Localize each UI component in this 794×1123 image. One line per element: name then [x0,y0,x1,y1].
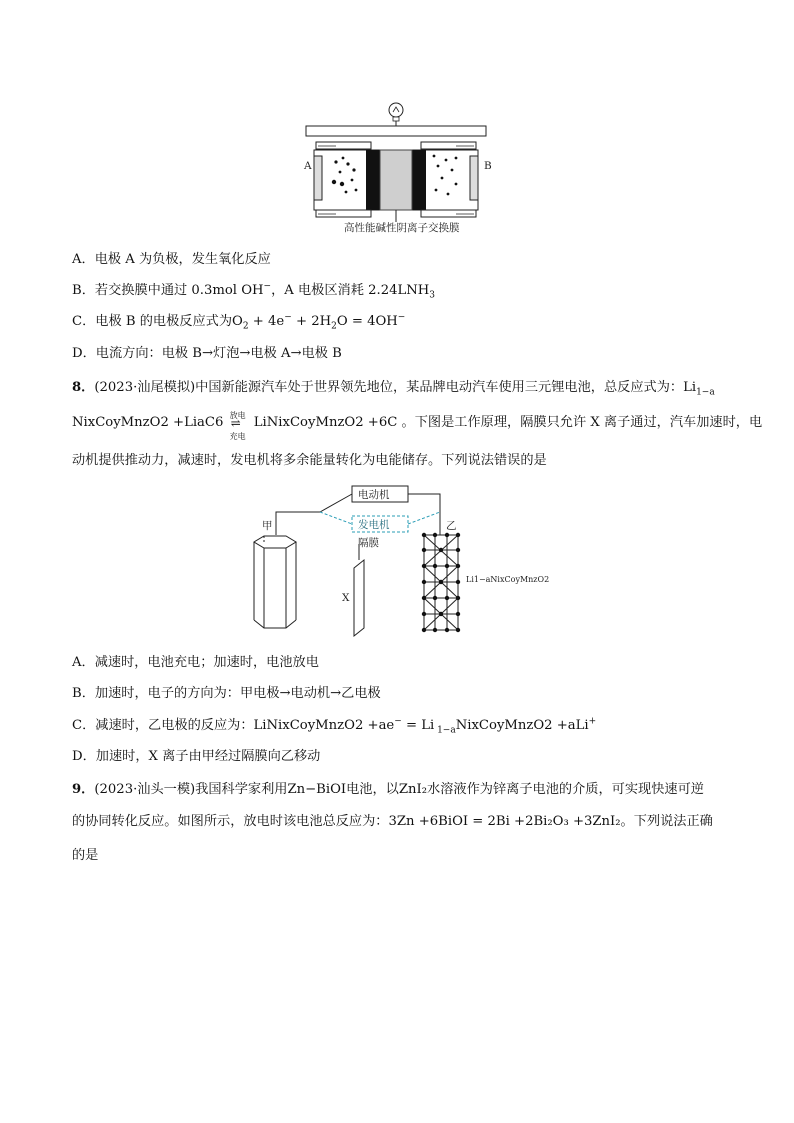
figure-lithium-battery [240,480,570,640]
figure-cell-diagram [296,100,496,240]
label-a: A [304,160,312,172]
q8-stem-line1: 8．(2023·汕尾模拟)中国新能源汽车处于世界领先地位，某品牌电动汽车使用三元锂电池，总反应式为：$Li_{1-a}$ [72,380,715,398]
label-b: B [484,160,492,172]
q8-number: 8． [72,380,95,395]
q7-option-a: A．电极 A 为负极，发生氧化反应 [72,252,271,267]
q8-option-c: C．减速时，乙电极的反应为：LiNixCoyMnzO2 +ae− = Li $_{1-a}$NixCoyMnzO2 +aLi+ [72,716,597,736]
generator-label: 发电机 [358,519,390,531]
motor-label: 电动机 [358,489,390,501]
q8-option-d: D．加速时，X 离子由甲经过隔膜向乙移动 [72,749,321,764]
x-ion-label: X [342,592,350,604]
q9-stem-line3: 的是 [72,848,99,863]
cathode-formula: Li1−aNixCoyMnzO2 [466,575,550,584]
q8-option-b: B．加速时，电子的方向为：甲电极→电动机→乙电极 [72,686,381,701]
q8-stem-line2: NixCoyMnzO2 +LiaC6 放电 ⇌ 充电 LiNixCoyMnzO2 +6C 。下图是工作原理，隔膜只允许 X 离子通过，汽车加速时，电 [72,410,763,441]
electrode-jia [254,536,296,628]
q8-option-a: A．减速时，电池充电；加速时，电池放电 [72,655,319,670]
battery-diagram-svg [240,480,570,640]
q7-option-d: D．电流方向：电极 B→灯泡→电极 A→电极 B [72,346,342,361]
q9-stem-line1: 9．(2023·汕头一模)我国科学家利用Zn−BiOI电池，以ZnI₂水溶液作为锌离子电池的介质，可实现快速可逆 [72,782,704,797]
q9-number: 9． [72,782,95,797]
figure1-caption: 高性能碱性阴离子交换膜 [344,222,460,234]
q7-option-b: B．若交换膜中通过 0.3mol OH−，A 电极区消耗 $2.24LNH_3$ [72,281,436,301]
q8-stem-line3: 动机提供推动力，减速时，发电机将多余能量转化为电能储存。下列说法错误的是 [72,453,547,468]
yi-label: 乙 [446,520,457,532]
jia-label: 甲 [262,520,273,532]
q9-stem-line2: 的协同转化反应。如图所示，放电时该电池总反应为：3Zn +6BiOI = 2Bi +2Bi₂O₃ +3ZnI₂。下列说法正确 [72,814,713,829]
q7-option-c: C．电极 B 的电极反应式为$O_2 + 4e^- + 2H_2O = 4OH^-$ [72,312,406,332]
bulb-icon [389,103,403,121]
membrane-label: 隔膜 [358,537,379,549]
cell-diagram-svg [296,100,496,240]
reversible-arrow: 放电 ⇌ 充电 [229,410,246,441]
